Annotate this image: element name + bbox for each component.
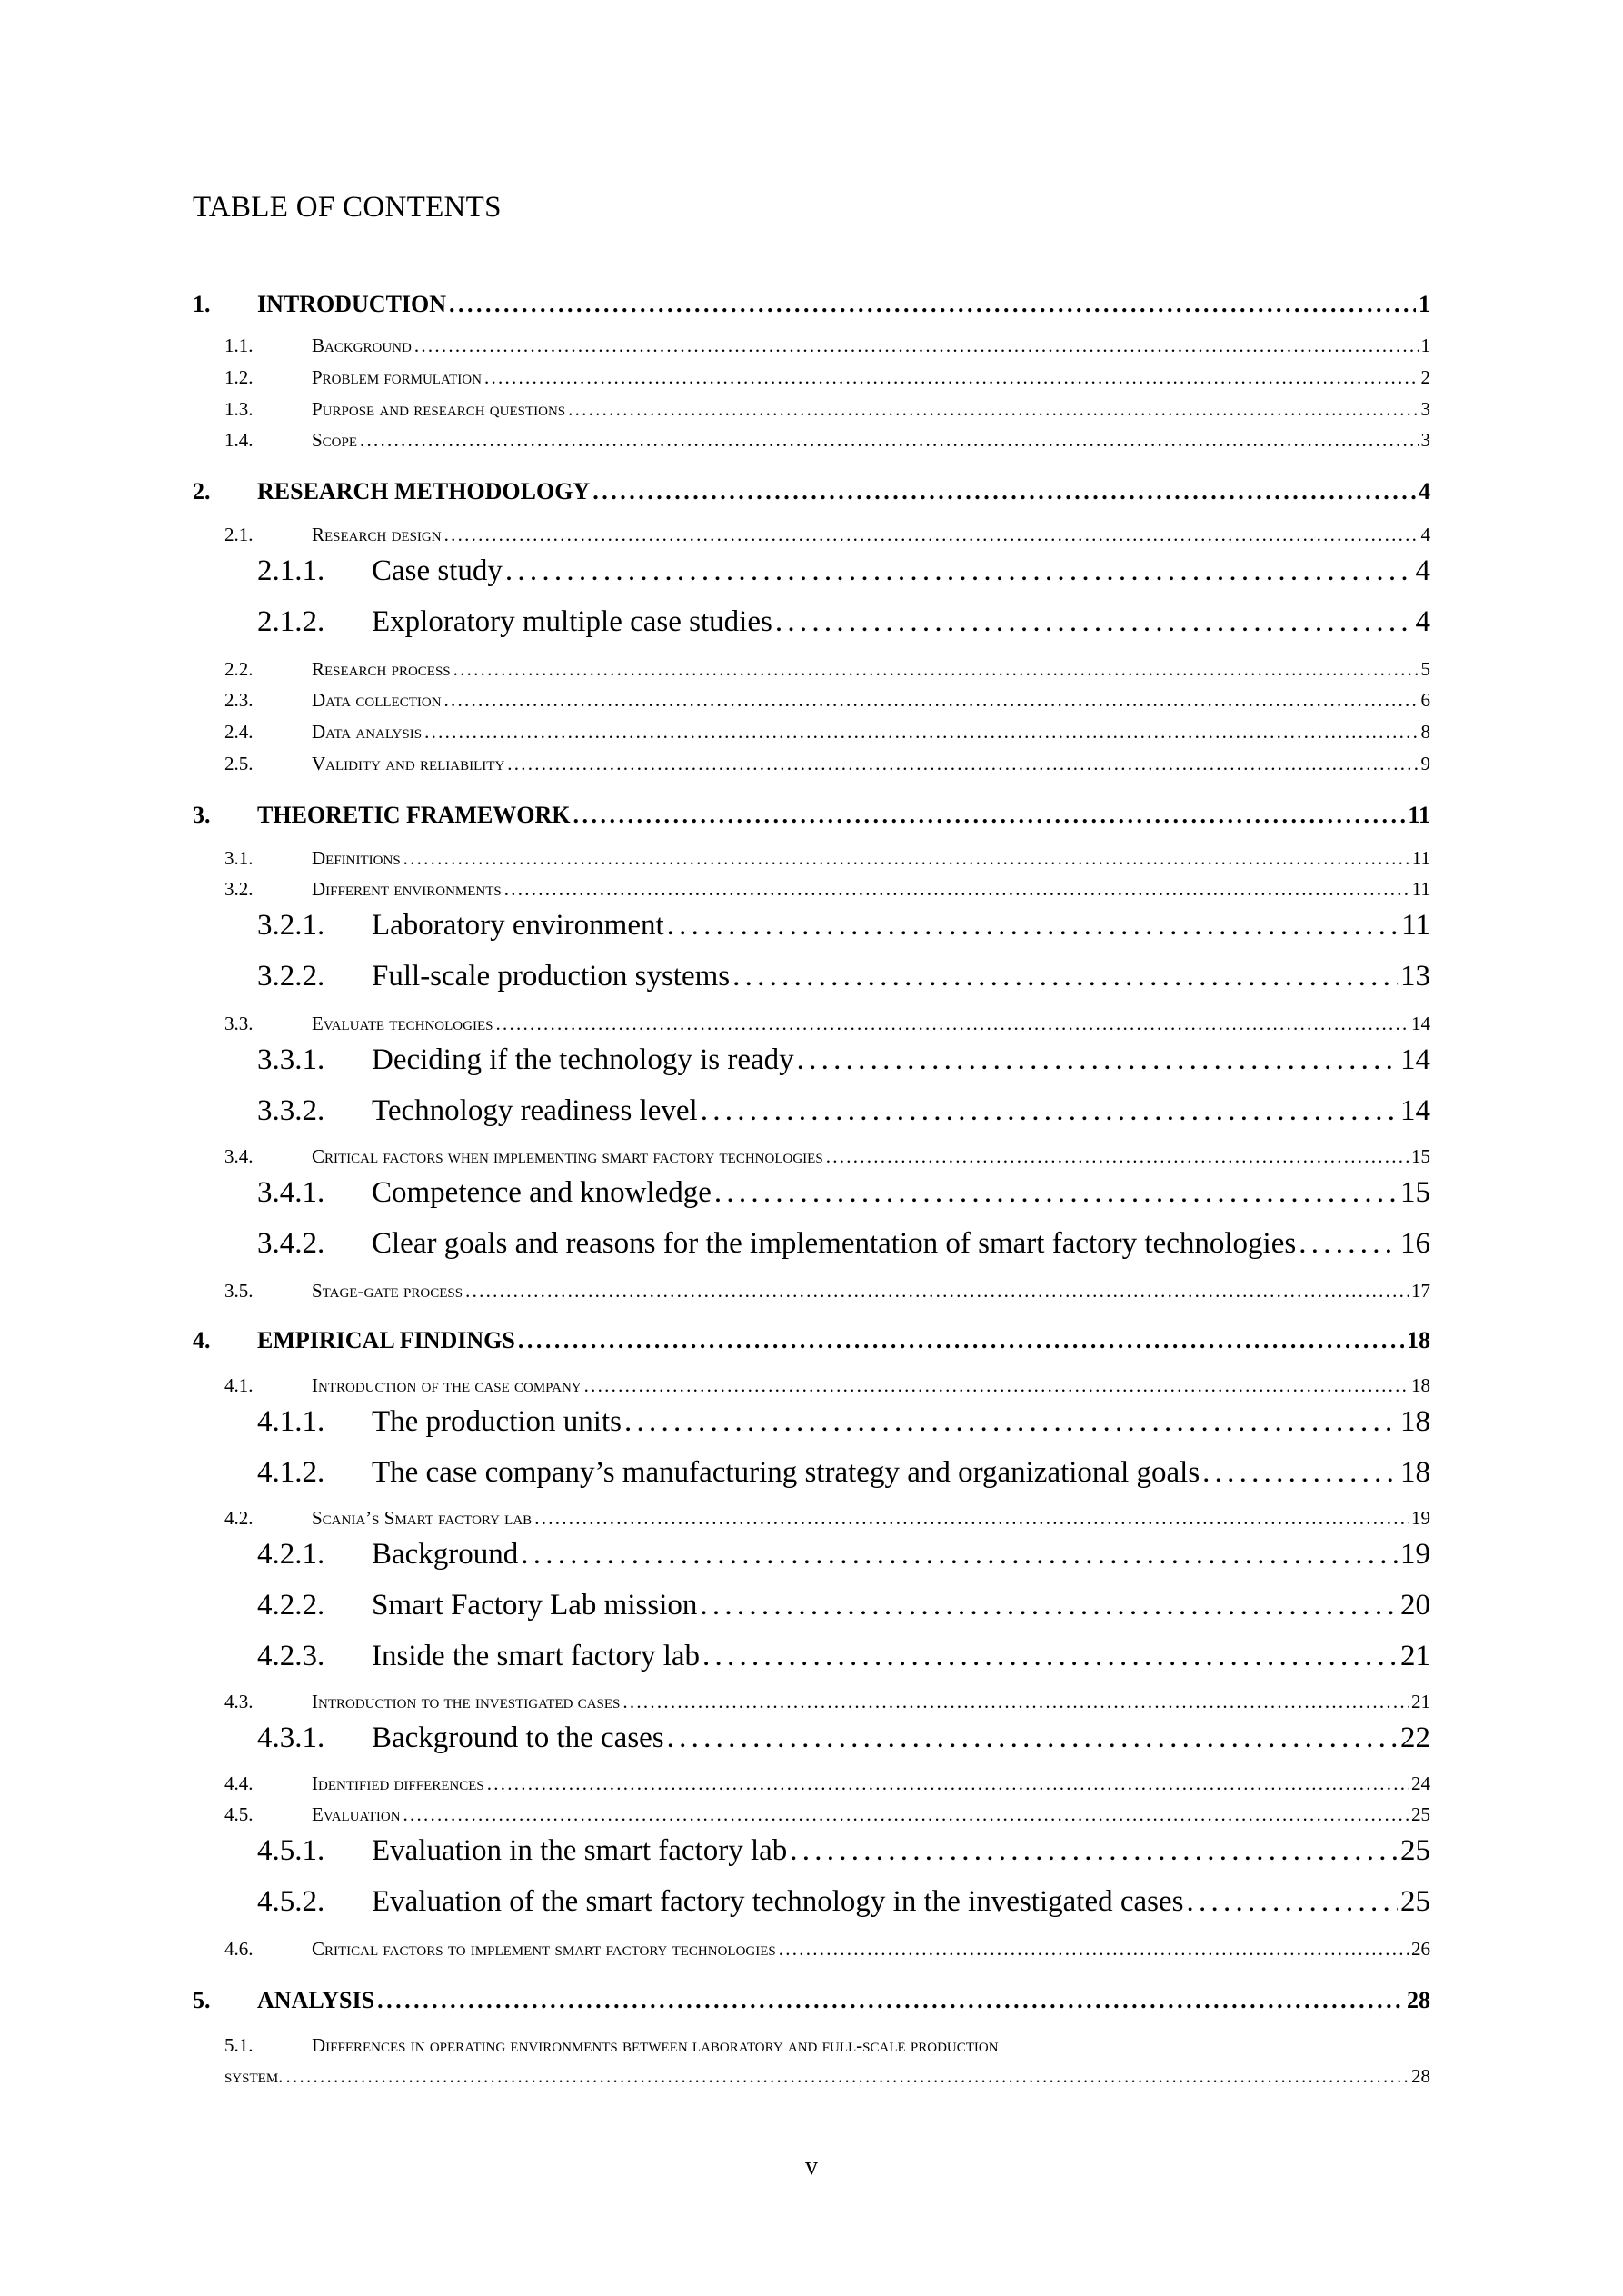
toc-entry-number: 1. bbox=[193, 291, 211, 317]
toc-entry-title: Purpose and research questions bbox=[312, 398, 566, 420]
toc-entry-page: 9 bbox=[1420, 753, 1430, 774]
toc-entry-number: 3. bbox=[193, 802, 211, 828]
dot-leader bbox=[453, 660, 1419, 679]
dot-leader bbox=[403, 1805, 1409, 1824]
toc-entry-number: 4.6. bbox=[224, 1938, 254, 1960]
toc-entry-3-3[interactable] bbox=[224, 1014, 1430, 1033]
toc-entry-4-5[interactable] bbox=[224, 1805, 1430, 1824]
toc-entry-number: 3.2.2. bbox=[257, 960, 325, 993]
toc-entry-4-2[interactable] bbox=[224, 1509, 1430, 1528]
toc-entry-number: 4.4. bbox=[224, 1772, 254, 1794]
toc-entry-number: 4.1. bbox=[224, 1374, 254, 1396]
toc-entry-page: 18 bbox=[1400, 1405, 1430, 1438]
toc-entry-4-6[interactable] bbox=[224, 1940, 1430, 1959]
dot-leader bbox=[790, 1836, 1398, 1866]
toc-entry-4[interactable] bbox=[193, 1329, 1430, 1353]
toc-entry-1-1[interactable] bbox=[224, 336, 1430, 355]
page-title: TABLE OF CONTENTS bbox=[193, 191, 502, 224]
dot-leader bbox=[534, 1509, 1409, 1528]
toc-entry-title: Problem formulation bbox=[312, 366, 482, 388]
dot-leader bbox=[622, 1692, 1409, 1712]
toc-entry-3-5[interactable] bbox=[224, 1282, 1430, 1301]
toc-entry-number: 4.3. bbox=[224, 1691, 254, 1712]
toc-entry-1-3[interactable] bbox=[224, 400, 1430, 419]
toc-entry-number: 2.1. bbox=[224, 524, 254, 545]
dot-leader bbox=[484, 368, 1419, 387]
toc-entry-title: Research process bbox=[312, 658, 451, 680]
toc-entry-2-4[interactable] bbox=[224, 723, 1430, 742]
toc-entry-page: 11 bbox=[1411, 878, 1430, 900]
toc-entry-number: 4.3.1. bbox=[257, 1722, 325, 1754]
toc-entry-3-2[interactable] bbox=[224, 880, 1430, 899]
toc-entry-3-4-2[interactable] bbox=[257, 1229, 1430, 1259]
toc-entry-title: Deciding if the technology is ready bbox=[372, 1043, 794, 1076]
toc-entry-title: Stage-gate process bbox=[312, 1280, 463, 1302]
toc-entry-title: Scania’s Smart factory lab bbox=[312, 1507, 533, 1529]
dot-leader bbox=[507, 754, 1418, 774]
toc-entry-page: 4 bbox=[1419, 478, 1430, 504]
toc-entry-title: Validity and reliability bbox=[312, 753, 505, 774]
toc-entry-title: Different environments bbox=[312, 878, 502, 900]
toc-entry-number: 2.1.1. bbox=[257, 554, 325, 587]
toc-entry-title: Scope bbox=[312, 429, 358, 451]
toc-entry-number: 2.1.2. bbox=[257, 605, 325, 638]
dot-leader bbox=[568, 400, 1418, 419]
toc-entry-number: 4. bbox=[193, 1327, 211, 1353]
toc-entry-title: EMPIRICAL FINDINGS bbox=[257, 1327, 515, 1353]
toc-entry-5-1[interactable] bbox=[224, 2036, 999, 2055]
toc-entry-page: 18 bbox=[1407, 1327, 1430, 1353]
toc-entry-4-1-1[interactable] bbox=[257, 1407, 1430, 1437]
toc-entry-page: 22 bbox=[1400, 1722, 1430, 1754]
toc-entry-page: 18 bbox=[1400, 1456, 1430, 1489]
toc-entry-title: Exploratory multiple case studies bbox=[372, 605, 772, 638]
toc-entry-number: 3.3.1. bbox=[257, 1043, 325, 1076]
toc-entry-number: 1.2. bbox=[224, 366, 254, 388]
toc-entry-number: 3.1. bbox=[224, 847, 254, 869]
toc-entry-title: Critical factors when implementing smart factory technologies bbox=[312, 1145, 823, 1167]
toc-entry-page: 1 bbox=[1420, 334, 1430, 356]
toc-entry-2-3[interactable] bbox=[224, 691, 1430, 710]
toc-entry-title: ANALYSIS bbox=[257, 1987, 375, 2013]
toc-entry-number: 4.2. bbox=[224, 1507, 254, 1529]
dot-leader bbox=[518, 1329, 1404, 1353]
dot-leader bbox=[377, 1989, 1404, 2012]
toc-entry-page: 4 bbox=[1420, 524, 1430, 545]
toc-entry-page: 21 bbox=[1400, 1640, 1430, 1672]
toc-entry-4-1[interactable] bbox=[224, 1376, 1430, 1395]
toc-entry-number: 2. bbox=[193, 478, 211, 504]
toc-entry-title: Evaluation of the smart factory technology in the investigated cases bbox=[372, 1885, 1184, 1918]
toc-entry-page: 21 bbox=[1411, 1691, 1430, 1712]
toc-entry-2[interactable] bbox=[193, 480, 1430, 504]
toc-entry-3-2-2[interactable] bbox=[257, 962, 1430, 992]
toc-entry-number: 3.2.1. bbox=[257, 909, 325, 942]
toc-entry-number: 3.2. bbox=[224, 878, 254, 900]
toc-entry-title: Data collection bbox=[312, 689, 442, 711]
toc-entry-number: 3.5. bbox=[224, 1280, 254, 1302]
dot-leader bbox=[360, 431, 1418, 450]
toc-entry-title: Background bbox=[372, 1538, 519, 1571]
toc-entry-page: 11 bbox=[1401, 909, 1430, 942]
dot-leader bbox=[667, 1723, 1398, 1753]
toc-entry-4-3[interactable] bbox=[224, 1692, 1430, 1712]
toc-entry-page: 17 bbox=[1411, 1280, 1430, 1302]
toc-entry-continuation[interactable] bbox=[224, 2067, 1430, 2086]
dot-leader bbox=[702, 1642, 1398, 1672]
toc-entry-title: Background to the cases bbox=[372, 1722, 664, 1754]
toc-entry-page: 4 bbox=[1415, 554, 1430, 587]
toc-entry-number: 2.3. bbox=[224, 689, 254, 711]
toc-entry-title: Full-scale production systems bbox=[372, 960, 731, 993]
toc-entry-1-2[interactable] bbox=[224, 368, 1430, 387]
toc-entry-1[interactable] bbox=[193, 293, 1430, 316]
toc-entry-3-3-1[interactable] bbox=[257, 1045, 1430, 1075]
toc-entry-title: Critical factors to implement smart factory technologies bbox=[312, 1938, 776, 1960]
toc-entry-title: The case company’s manufacturing strategy and organizational goals bbox=[372, 1456, 1200, 1489]
dot-leader bbox=[487, 1774, 1409, 1793]
dot-leader bbox=[465, 1282, 1409, 1301]
toc-entry-number: 3.4.1. bbox=[257, 1176, 325, 1209]
dot-leader bbox=[584, 1376, 1409, 1395]
toc-entry-4-1-2[interactable] bbox=[257, 1458, 1430, 1488]
toc-entry-page: 25 bbox=[1400, 1834, 1430, 1867]
toc-entry-title: Competence and knowledge bbox=[372, 1176, 712, 1209]
dot-leader bbox=[504, 880, 1409, 899]
toc-entry-number: 5. bbox=[193, 1987, 211, 2013]
dot-leader bbox=[667, 911, 1399, 941]
toc-entry-2-1-2[interactable] bbox=[257, 607, 1430, 637]
toc-entry-page: 25 bbox=[1411, 1803, 1430, 1825]
toc-entry-page: 2 bbox=[1420, 366, 1430, 388]
toc-entry-number: 4.2.3. bbox=[257, 1640, 325, 1672]
toc-entry-page: 15 bbox=[1400, 1176, 1430, 1209]
dot-leader bbox=[285, 2067, 1409, 2086]
toc-entry-page: 20 bbox=[1400, 1589, 1430, 1622]
toc-entry-3-2-1[interactable] bbox=[257, 911, 1430, 941]
toc-entry-title-continued: system. bbox=[224, 2065, 284, 2087]
toc-entry-number: 4.1.1. bbox=[257, 1405, 325, 1438]
toc-entry-4-3-1[interactable] bbox=[257, 1723, 1430, 1753]
dot-leader bbox=[1186, 1887, 1398, 1917]
toc-entry-number: 4.5.1. bbox=[257, 1834, 325, 1867]
toc-entry-title: Case study bbox=[372, 554, 503, 587]
toc-entry-page: 8 bbox=[1420, 721, 1430, 743]
toc-entry-1-4[interactable] bbox=[224, 431, 1430, 450]
toc-entry-2-5[interactable] bbox=[224, 754, 1430, 774]
toc-entry-title: Smart Factory Lab mission bbox=[372, 1589, 698, 1622]
dot-leader bbox=[424, 723, 1418, 742]
toc-entry-number: 3.4. bbox=[224, 1145, 254, 1167]
toc-entry-page: 4 bbox=[1415, 605, 1430, 638]
toc-entry-title: Clear goals and reasons for the implementation of smart factory technologies bbox=[372, 1227, 1297, 1260]
toc-entry-title: Definitions bbox=[312, 847, 401, 869]
dot-leader bbox=[505, 556, 1413, 586]
toc-entry-title: Technology readiness level bbox=[372, 1094, 698, 1127]
toc-entry-title: Laboratory environment bbox=[372, 909, 664, 942]
toc-entry-number: 3.3. bbox=[224, 1013, 254, 1034]
toc-entry-5[interactable] bbox=[193, 1989, 1430, 2012]
toc-entry-title: Data analysis bbox=[312, 721, 423, 743]
toc-entry-number: 1.1. bbox=[224, 334, 254, 356]
toc-entry-title: Introduction of the case company bbox=[312, 1374, 582, 1396]
dot-leader bbox=[779, 1940, 1409, 1959]
toc-entry-page: 15 bbox=[1411, 1145, 1430, 1167]
toc-entry-page: 1 bbox=[1419, 291, 1430, 317]
toc-entry-2-1-1[interactable] bbox=[257, 556, 1430, 586]
toc-entry-4-2-1[interactable] bbox=[257, 1540, 1430, 1570]
dot-leader bbox=[714, 1178, 1398, 1208]
toc-entry-page: 19 bbox=[1400, 1538, 1430, 1571]
toc-entry-title: The production units bbox=[372, 1405, 622, 1438]
dot-leader bbox=[624, 1407, 1398, 1437]
dot-leader bbox=[444, 525, 1419, 544]
toc-entry-2-2[interactable] bbox=[224, 660, 1430, 679]
toc-entry-page: 13 bbox=[1400, 960, 1430, 993]
toc-entry-page: 26 bbox=[1411, 1938, 1430, 1960]
dot-leader bbox=[449, 293, 1416, 316]
dot-leader bbox=[775, 607, 1413, 637]
toc-entry-page: 6 bbox=[1420, 689, 1430, 711]
toc-entry-title: Evaluate technologies bbox=[312, 1013, 493, 1034]
toc-entry-page: 5 bbox=[1420, 658, 1430, 680]
toc-entry-title: Evaluation bbox=[312, 1803, 401, 1825]
toc-entry-title: RESEARCH METHODOLOGY bbox=[257, 478, 591, 504]
toc-entry-3[interactable] bbox=[193, 804, 1430, 827]
dot-leader bbox=[1299, 1229, 1398, 1259]
toc-entry-title: Background bbox=[312, 334, 412, 356]
toc-entry-number: 4.2.2. bbox=[257, 1589, 325, 1622]
dot-leader bbox=[403, 849, 1409, 868]
dot-leader bbox=[573, 804, 1406, 827]
dot-leader bbox=[797, 1045, 1398, 1075]
toc-entry-4-5-1[interactable] bbox=[257, 1836, 1430, 1866]
toc-entry-title: Evaluation in the smart factory lab bbox=[372, 1834, 788, 1867]
toc-entry-number: 1.4. bbox=[224, 429, 254, 451]
toc-entry-4-2-3[interactable] bbox=[257, 1642, 1430, 1672]
toc-entry-number: 4.5. bbox=[224, 1803, 254, 1825]
toc-entry-title: THEORETIC FRAMEWORK bbox=[257, 802, 571, 828]
page-number: v bbox=[805, 2152, 818, 2181]
toc-entry-number: 3.4.2. bbox=[257, 1227, 325, 1260]
toc-entry-page: 28 bbox=[1411, 2065, 1430, 2087]
toc-entry-4-5-2[interactable] bbox=[257, 1887, 1430, 1917]
dot-leader bbox=[495, 1014, 1409, 1033]
toc-entry-3-4-1[interactable] bbox=[257, 1178, 1430, 1208]
toc-entry-number: 5.1. bbox=[224, 2034, 254, 2056]
dot-leader bbox=[414, 336, 1419, 355]
dot-leader bbox=[1202, 1458, 1398, 1488]
toc-entry-3-3-2[interactable] bbox=[257, 1096, 1430, 1126]
toc-entry-4-2-2[interactable] bbox=[257, 1591, 1430, 1621]
toc-entry-2-1[interactable] bbox=[224, 525, 1430, 544]
toc-entry-title: Introduction to the investigated cases bbox=[312, 1691, 621, 1712]
toc-entry-3-4[interactable] bbox=[224, 1147, 1430, 1166]
toc-entry-number: 4.5.2. bbox=[257, 1885, 325, 1918]
dot-leader bbox=[700, 1591, 1398, 1621]
toc-entry-page: 3 bbox=[1420, 429, 1430, 451]
toc-entry-title: Identified differences bbox=[312, 1772, 484, 1794]
dot-leader bbox=[444, 691, 1419, 710]
toc-entry-number: 2.2. bbox=[224, 658, 254, 680]
toc-entry-4-4[interactable] bbox=[224, 1774, 1430, 1793]
toc-entry-page: 14 bbox=[1400, 1094, 1430, 1127]
toc-entry-3-1[interactable] bbox=[224, 849, 1430, 868]
dot-leader bbox=[701, 1096, 1398, 1126]
dot-leader bbox=[732, 962, 1398, 992]
toc-entry-page: 14 bbox=[1400, 1043, 1430, 1076]
toc-entry-number: 2.5. bbox=[224, 753, 254, 774]
dot-leader bbox=[521, 1540, 1398, 1570]
dot-leader bbox=[826, 1147, 1409, 1166]
toc-entry-page: 28 bbox=[1407, 1987, 1430, 2013]
toc-entry-number: 3.3.2. bbox=[257, 1094, 325, 1127]
toc-entry-page: 24 bbox=[1411, 1772, 1430, 1794]
toc-entry-page: 11 bbox=[1408, 802, 1430, 828]
toc-entry-page: 14 bbox=[1411, 1013, 1430, 1034]
toc-entry-number: 2.4. bbox=[224, 721, 254, 743]
toc-entry-title: INTRODUCTION bbox=[257, 291, 447, 317]
toc-entry-title: Differences in operating environments between laboratory and full-scale production bbox=[312, 2034, 999, 2056]
toc-entry-title: Inside the smart factory lab bbox=[372, 1640, 701, 1672]
toc-entry-page: 25 bbox=[1400, 1885, 1430, 1918]
toc-entry-page: 11 bbox=[1411, 847, 1430, 869]
toc-entry-title: Research design bbox=[312, 524, 442, 545]
toc-entry-number: 4.2.1. bbox=[257, 1538, 325, 1571]
toc-entry-page: 3 bbox=[1420, 398, 1430, 420]
toc-entry-number: 1.3. bbox=[224, 398, 254, 420]
toc-entry-page: 16 bbox=[1400, 1227, 1430, 1260]
toc-entry-page: 18 bbox=[1411, 1374, 1430, 1396]
toc-entry-number: 4.1.2. bbox=[257, 1456, 325, 1489]
dot-leader bbox=[592, 480, 1416, 504]
toc-entry-page: 19 bbox=[1411, 1507, 1430, 1529]
